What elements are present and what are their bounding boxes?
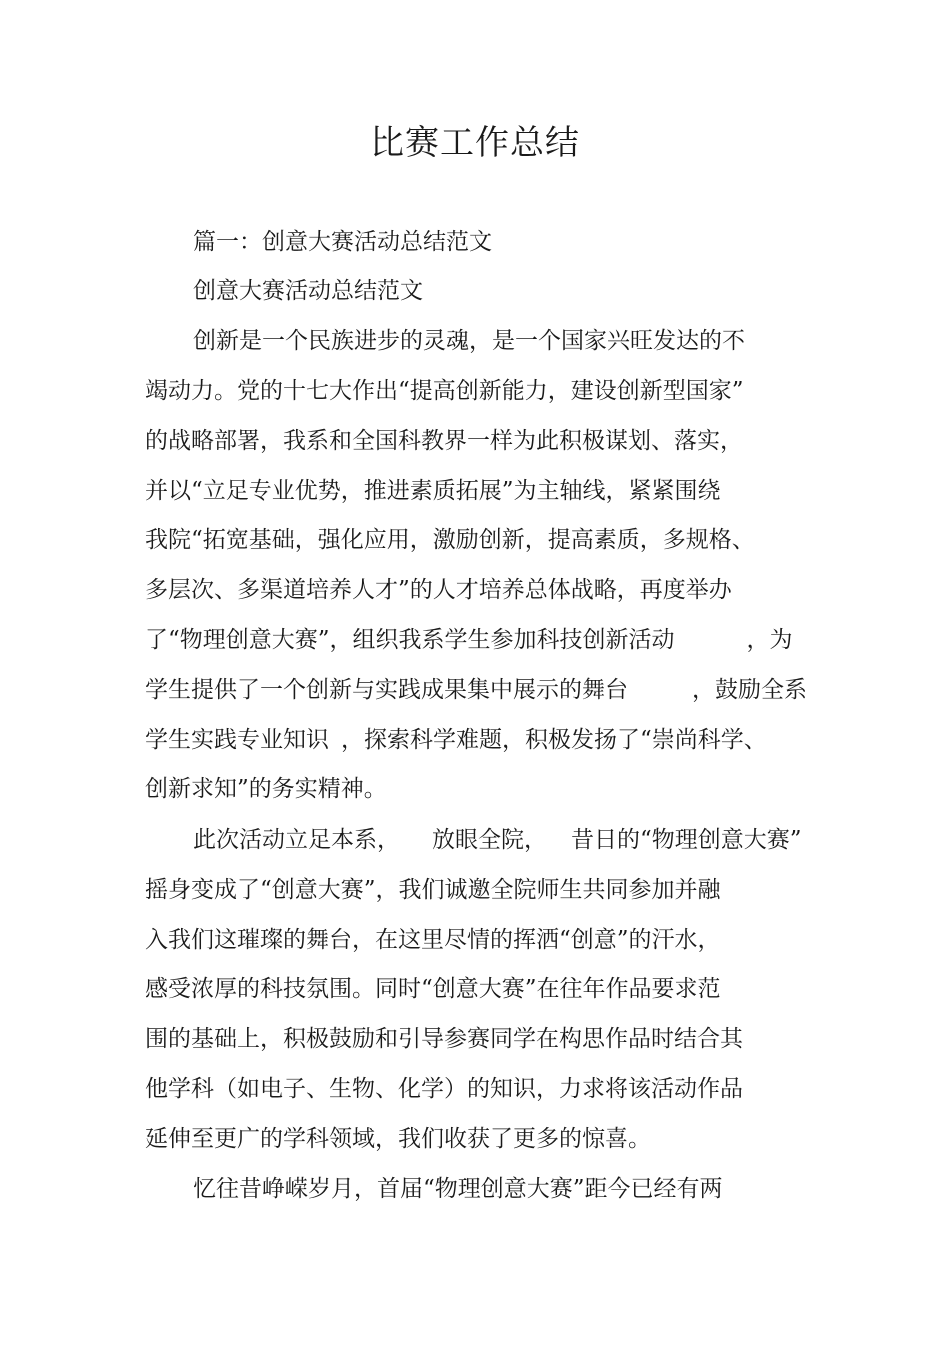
paragraph-segment: ，为 — [746, 627, 793, 653]
paragraph-segment: 学生实践专业知识 — [145, 727, 329, 753]
paragraph-line: 感受浓厚的科技氛围。同时“创意大赛”在往年作品要求范 — [145, 976, 721, 1002]
paragraph-segment: 放眼全院， — [432, 827, 547, 853]
paragraph-line: 忆往昔峥嵘岁月，首届“物理创意大赛”距今已经有两 — [193, 1176, 723, 1202]
paragraph-line — [193, 823, 802, 857]
paragraph-line: 的战略部署，我系和全国科教界一样为此积极谋划、落实， — [145, 428, 743, 454]
paragraph-line — [145, 673, 807, 707]
paragraph-line: 我院“拓宽基础，强化应用，激励创新，提高素质，多规格、 — [145, 527, 755, 553]
paragraph-line — [145, 723, 767, 757]
paragraph-segment: ，鼓励全系 — [692, 677, 807, 703]
document-title: 比赛工作总结 — [370, 123, 580, 163]
paragraph-segment: 昔日的“物理创意大赛” — [571, 827, 802, 853]
section-heading: 篇一：创意大赛活动总结范文 — [193, 229, 492, 255]
paragraph-line: 摇身变成了“创意大赛”，我们诚邀全院师生共同参加并融 — [145, 877, 721, 903]
paragraph-line: 围的基础上，积极鼓励和引导参赛同学在构思作品时结合其 — [145, 1026, 743, 1052]
paragraph-segment: 此次活动立足本系， — [193, 827, 400, 853]
paragraph-line: 延伸至更广的学科领域，我们收获了更多的惊喜。 — [145, 1126, 651, 1152]
paragraph-line: 并以“立足专业优势，推进素质拓展”为主轴线，紧紧围绕 — [145, 478, 721, 504]
article-title: 创意大赛活动总结范文 — [193, 278, 423, 304]
paragraph-line: 竭动力。党的十七大作出“提高创新能力，建设创新型国家” — [145, 378, 744, 404]
paragraph-line: 多层次、多渠道培养人才”的人才培养总体战略，再度举办 — [145, 577, 732, 603]
paragraph-line: 他学科（如电子、生物、化学）的知识，力求将该活动作品 — [145, 1076, 743, 1102]
paragraph-segment: ，探索科学难题，积极发扬了“崇尚科学、 — [341, 727, 767, 753]
paragraph-line: 创新求知”的务实精神。 — [145, 776, 387, 802]
paragraph-line: 创新是一个民族进步的灵魂，是一个国家兴旺发达的不 — [193, 328, 745, 354]
paragraph-line: 入我们这璀璨的舞台，在这里尽情的挥洒“创意”的汗水， — [145, 927, 721, 953]
paragraph-line — [145, 623, 793, 657]
paragraph-segment: 了“物理创意大赛”，组织我系学生参加科技创新活动 — [145, 627, 675, 653]
paragraph-segment: 学生提供了一个创新与实践成果集中展示的舞台 — [145, 677, 628, 703]
